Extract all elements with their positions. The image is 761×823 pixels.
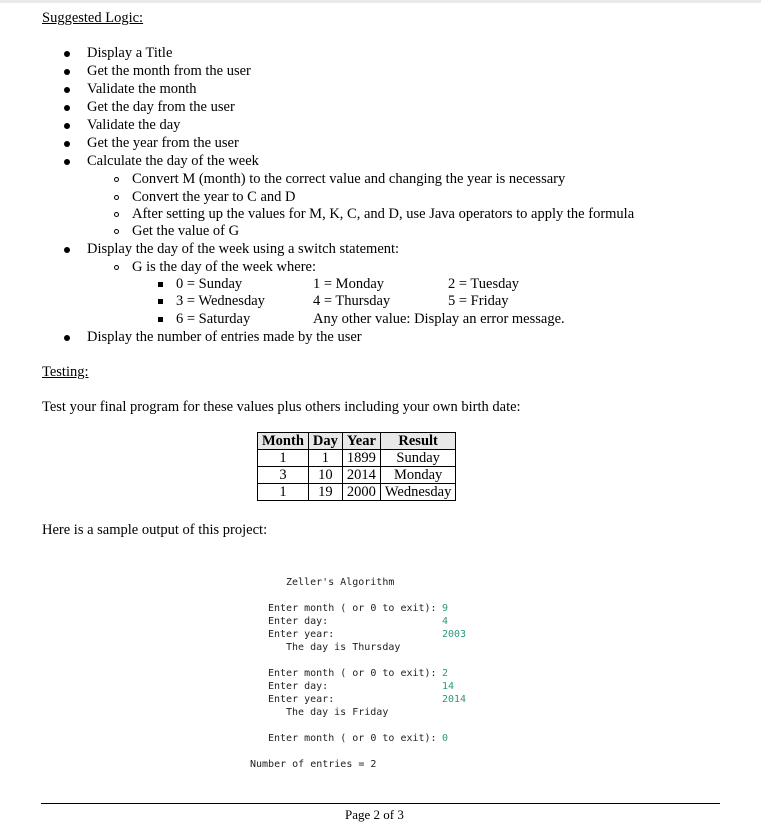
bullet-icon [64,159,70,165]
table-cell: 2000 [342,484,380,501]
console-prompt-month: Enter month ( or 0 to exit): [268,668,443,679]
page-number: Page 2 of 3 [345,807,404,822]
day-mapping: Any other value: Display an error message. [313,311,565,327]
table-cell: 10 [308,467,342,484]
column-header: Year [342,433,380,450]
day-mapping: 1 = Monday [313,276,385,292]
sub-list-item: G is the day of the week where: [132,259,317,275]
table-cell: 1 [258,450,309,467]
testing-heading: Testing: [42,364,89,380]
column-header: Month [258,433,309,450]
circle-bullet-icon [114,212,119,217]
bullet-icon [64,247,70,253]
bullet-icon [64,141,70,147]
suggested-logic-heading: Suggested Logic: [42,10,144,26]
footer-divider [41,803,720,804]
square-bullet-icon [158,299,163,304]
list-item: Get the month from the user [87,63,251,79]
day-mapping: 4 = Thursday [313,293,391,309]
console-input: 2014 [442,694,467,705]
sub-list-item: Convert M (month) to the correct value and changing the year is necessary [132,171,566,187]
console-input: 9 [442,603,449,614]
list-item: Validate the day [87,117,181,133]
table-row [258,484,456,501]
console-result: The day is Friday [286,707,389,718]
sample-intro: Here is a sample output of this project: [42,522,268,538]
console-input: 14 [442,681,455,692]
table-cell: 2014 [342,467,380,484]
bullet-icon [64,105,70,111]
list-item: Validate the month [87,81,197,97]
square-bullet-icon [158,317,163,322]
day-mapping: 0 = Sunday [176,276,243,292]
console-entries: Number of entries = 2 [250,759,377,770]
page-top-border [0,0,761,3]
console-prompt-year: Enter year: [268,629,335,640]
console-input: 4 [442,616,449,627]
circle-bullet-icon [114,265,119,270]
bullet-icon [64,335,70,341]
day-mapping: 6 = Saturday [176,311,251,327]
list-item: Display the day of the week using a switch statement: [87,241,400,257]
testing-instruction: Test your final program for these values plus others including your own birth date: [42,399,521,415]
table-cell: 3 [258,467,309,484]
console-title: Zeller's Algorithm [286,577,395,588]
table-cell: 1 [308,450,342,467]
console-prompt-month: Enter month ( or 0 to exit): [268,603,443,614]
table-cell: 1 [258,484,309,501]
console-input: 2003 [442,629,467,640]
table-cell: Wednesday [380,484,455,501]
list-item: Get the year from the user [87,135,239,151]
table-cell: Sunday [380,450,455,467]
sub-list-item: Get the value of G [132,223,240,239]
console-input: 2 [442,668,449,679]
day-mapping: 2 = Tuesday [448,276,520,292]
console-prompt-month: Enter month ( or 0 to exit): [268,733,443,744]
bullet-icon [64,51,70,57]
list-item: Display a Title [87,45,173,61]
circle-bullet-icon [114,177,119,182]
day-mapping: 3 = Wednesday [176,293,265,309]
table-row [258,450,456,467]
table-row [258,467,456,484]
table-cell: 19 [308,484,342,501]
list-item: Get the day from the user [87,99,235,115]
bullet-icon [64,69,70,75]
console-prompt-day: Enter day: [268,681,329,692]
console-prompt-day: Enter day: [268,616,329,627]
console-input: 0 [442,733,449,744]
column-header: Day [308,433,342,450]
list-item: Calculate the day of the week [87,153,259,169]
circle-bullet-icon [114,195,119,200]
day-mapping: 5 = Friday [448,293,509,309]
table-cell: Monday [380,467,455,484]
bullet-icon [64,87,70,93]
square-bullet-icon [158,282,163,287]
console-prompt-year: Enter year: [268,694,335,705]
results-table [257,432,456,501]
column-header: Result [380,433,455,450]
circle-bullet-icon [114,229,119,234]
list-item: Display the number of entries made by the user [87,329,362,345]
bullet-icon [64,123,70,129]
console-result: The day is Thursday [286,642,401,653]
sub-list-item: Convert the year to C and D [132,189,296,205]
table-cell: 1899 [342,450,380,467]
sub-list-item: After setting up the values for M, K, C, and D, use Java operators to apply the formula [132,206,635,222]
table-header-row [258,433,456,450]
